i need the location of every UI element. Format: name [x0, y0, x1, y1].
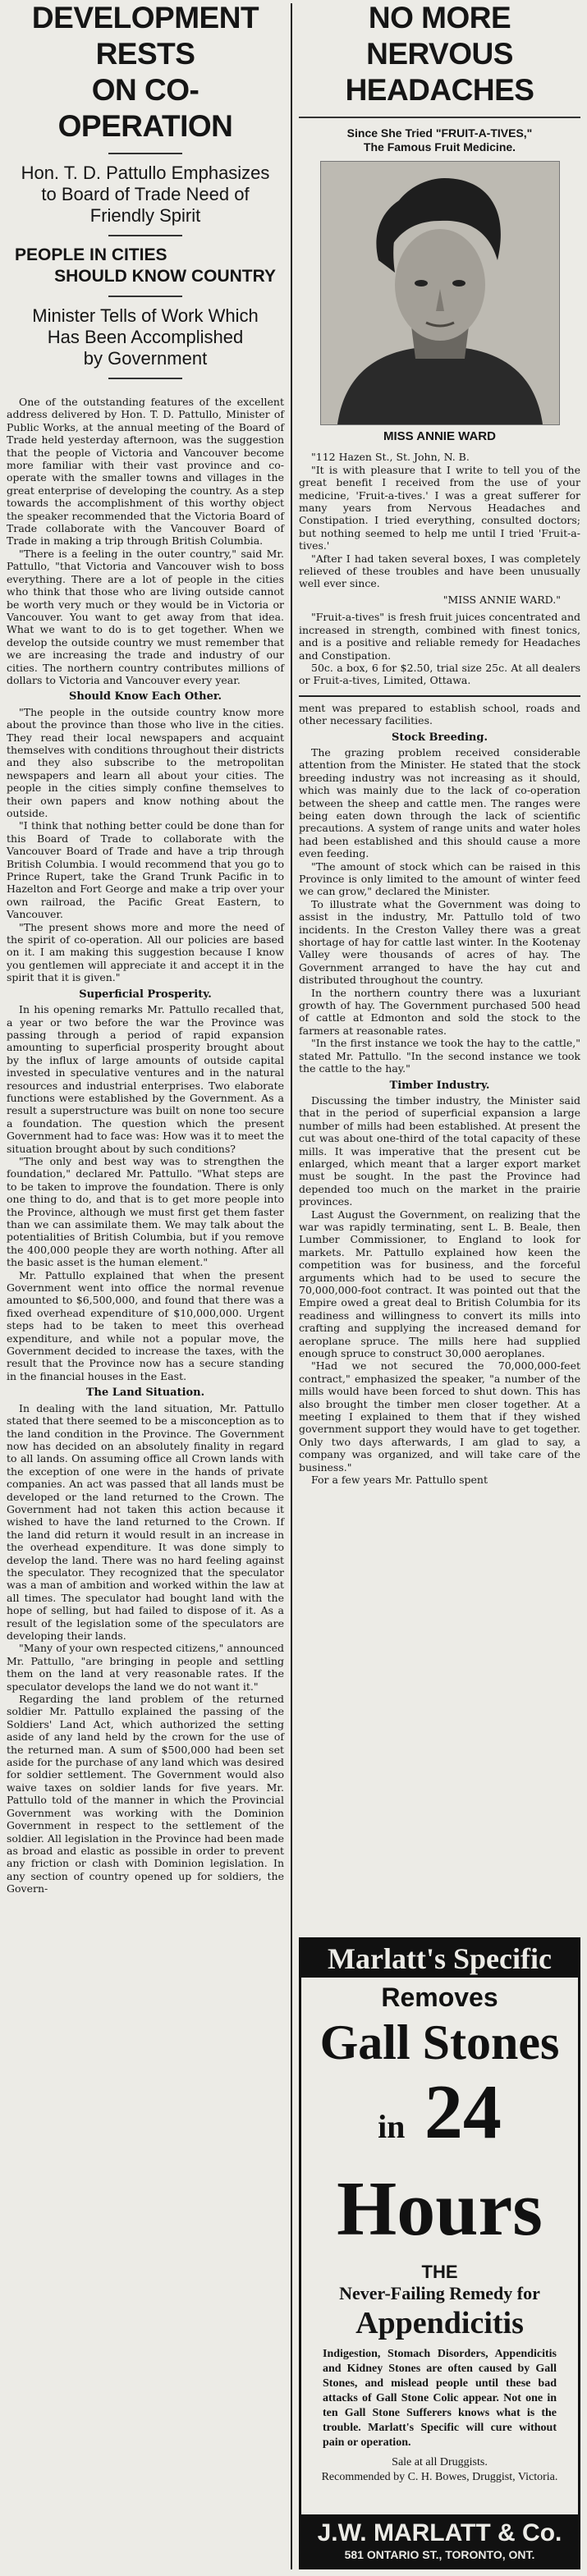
article-paragraph: "The present shows more and more the need of the spirit of co-operation. All our policies are based on it. I am making this suggestion because I know you gentlemen will appreciate it and accept it in the spirit that it is given." — [7, 920, 284, 984]
divider — [108, 378, 182, 379]
ad-gall-stones: Gall Stones — [319, 2015, 560, 2070]
ad-recommended-line: Recommended by C. H. Bowes, Druggist, Victoria. — [321, 2471, 558, 2483]
marlatt-advertisement — [299, 1937, 580, 2569]
ad-sale-line: Sale at all Druggists. — [392, 2456, 488, 2468]
ad-paragraph: 50c. a box, 6 for $2.50, trial size 25c. At all dealers or Fruit-a-tives, Limited, Ottawa. — [299, 661, 580, 687]
article-paragraph: In his opening remarks Mr. Pattullo recalled that, a year or two before the war the Province was passing through a period of rapid expansion amounting to superficial prosperity brought about by the influx of large amounts of outside capital invested in speculative ventures and in the natural resources and industrial enterprises. Two elaborate functions were established by the Government. As a result a superstructure was built on none too secure a foundation. The question which the present Government had to face was: How was it to meet the situation brought about by such conditions? — [7, 1003, 284, 1155]
divider — [108, 153, 182, 154]
subheadline: PEOPLE IN CITIES SHOULD KNOW COUNTRY — [15, 245, 276, 286]
signature: "MISS ANNIE WARD." — [443, 593, 561, 606]
article-paragraph: Last August the Government, on realizing that the war was rapidly terminating, sent L. B. Beale, then Lumber Commissioner, to England to look for markets. Mr. Pattullo explained how keen the competition was for business, and the forceful arguments which had to be used to secure the 70,000,000-foot contract. It was pointed out that the Empire owed a great deal to British Columbia for its readiness and willingness to convert its mills into crafting and supplying the increased demand for aeroplane spruce. The mills here had supplied enough spruce to construct 30,000 aeroplanes. — [299, 1208, 580, 1360]
article-paragraph: In dealing with the land situation, Mr. Pattullo stated that there seemed to be a misconception as to the land condition in the Province. The Government now has decided on an absolutely finality in regard to all lands. On assuming office all Crown lands with the exception of one were in the hands of private companies. An act was passed that all lands must be developed or the land returned to the Crown. The Government had not taken this action because it wished to have the land returned to the Crown. If the land did return it would result in an increase in the overhead expenditure. It was done simply to develop the land. There was no hard feeling against the speculator. They recognized that the speculator was a man of ambition and worked within the law at all times. The speculator had bought land with the hope of selling, but had failed to dispose of it. As a result of the legislation some of the speculators are developing their lands. — [7, 1401, 284, 1642]
ad-company-address: 581 ONTARIO ST., TORONTO, ONT. — [344, 2548, 535, 2561]
article-paragraph: "The amount of stock which can be raised in this Province is only limited to the amount of winter feed we can grow," declared the Minister. — [299, 859, 580, 898]
testimonial-paragraph: "112 Hazen St., St. John, N. B. — [311, 451, 470, 464]
section-heading: Stock Breeding. — [392, 731, 488, 744]
divider — [108, 296, 182, 297]
ad-headline: NO MORE NERVOUS HEADACHES — [345, 1, 534, 107]
article-paragraph: To illustrate what the Government was doing to assist in the industry, Mr. Pattullo told of two incidents. In the Creston Valley there was a great shortage of hay for cattle last winter. In the Kootenay Valley were thousands of acres of hay. The Government arranged to have the hay cut and distributed throughout the country. — [299, 897, 580, 987]
testimonial-paragraph: "After I had taken several boxes, I was completely relieved of these troubles and have been unusually well ever since. — [299, 552, 580, 590]
ad-24-hours: in 24 Hours — [337, 2070, 543, 2252]
article-paragraph: "The only and best way was to strengthen the foundation," declared Mr. Pattullo. "What steps are to be taken to improve the foundation. There is only one thing to do, and that is to get more people into the Province, although we must first get them faster than we can assimilate them. We may talk about the potentialities of British Columbia, but if you remove the 400,000 people they are worth nothing. After all the basic asset is the human element." — [7, 1154, 284, 1269]
divider — [108, 235, 182, 236]
article-paragraph: Mr. Pattullo explained that when the present Government went into office the normal revenue amounted to $6,500,000, and found that there was a fixed overhead expenditure of $10,000,000. Urgent steps had to be taken to meet this overhead expenditure, and while not a popular move, the Government decided to increase the taxes, with the result that the Province now has a secure standing in the financial houses in the East. — [7, 1268, 284, 1382]
column-rule — [291, 3, 292, 2569]
article-paragraph: One of the outstanding features of the excellent address delivered by Hon. T. D. Pattullo, Minister of Public Works, at the annual meeting of the Board of Trade held yesterday afternoon, was the suggestion that the people of Victoria and Vancouver become more familiar with their vast province and co-operate with the smaller towns and villages in the great enterprise of developing the country. As a step towards the accomplishment of this worthy object the speaker recommended that the Victoria Board of Trade collaborate with the Vancouver Board of Trade in making a trip through British Columbia. — [7, 396, 284, 548]
left-column — [7, 0, 284, 1895]
ad-company-name: J.W. MARLATT & Co. — [317, 2519, 562, 2546]
deck: Minister Tells of Work Which Has Been Accomplished by Government — [32, 305, 259, 369]
article-paragraph: "There is a feeling in the outer country," said Mr. Pattullo, "that Victoria and Vancouver wish to boss everything. There are a lot of people in the cities who think that those who are living outside cannot be worth very much or they would be in Victoria or Vancouver. You want to get away from that idea. What we want to do is to get together. When we develop the outside country we must remember that we are increasing the trade and industry of our cities. The northern country contributes millions of dollars to Victoria and Vancouver every year. — [7, 547, 284, 686]
ad-brand: Marlatt's Specific — [301, 1940, 578, 1978]
ad-never-failing: Never-Failing Remedy for — [339, 2283, 540, 2303]
ad-subheadline: Since She Tried "FRUIT-A-TIVES," The Famous Fruit Medicine. — [346, 126, 533, 154]
portrait-caption: MISS ANNIE WARD — [383, 429, 496, 443]
portrait-image — [320, 161, 560, 425]
article-paragraph: "The people in the outside country know more about the province than those who live in the cities. They read their local newspapers and acquaint themselves with conditions throughout their districts and they also subscribe to the metropolitan newspapers and learn all about your cities. The people in the cities simply confine themselves to their own papers and know nothing about the outside. — [7, 705, 284, 819]
section-heading: Should Know Each Other. — [68, 690, 222, 704]
divider — [299, 117, 580, 118]
ad-appendicitis: Appendicitis — [355, 2306, 524, 2340]
deck: Hon. T. D. Pattullo Emphasizes to Board of Trade Need of Friendly Spirit — [21, 163, 270, 226]
divider — [299, 695, 580, 697]
section-heading: Superficial Prosperity. — [79, 988, 212, 1001]
article-paragraph: "Had we not secured the 70,000,000-feet contract," emphasized the speaker, "a number of the mills would have been forced to shut down. This has also brought the timber men closer together. At a meeting I explained to them that if they wished government support they would have to get together. Only two days afterwards, I am glad to say, a company was organized, and will take care of the business." — [299, 1359, 580, 1474]
ad-removes: Removes — [381, 1982, 498, 2012]
woman-portrait-icon — [321, 162, 559, 424]
section-heading: Timber Industry. — [389, 1079, 490, 1092]
testimonial-paragraph: "It is with pleasure that I write to tell you of the great benefit I received from the use of your medicine, 'Fruit-a-tives.' I was a great sufferer for many years from Nervous Headaches and Constipation. I tried everything, consulted doctors; but nothing seemed to help me until I tried 'Fruit-a-tives.' — [299, 463, 580, 552]
article-paragraph: Discussing the timber industry, the Minister said that in the period of superficial expansion a large number of mills had been established. At present the cut was about one-third of the total capacity of these mills. It was imperative that the present cut be enlarged, which meant that a larger export market must be sought. In the past the Province had depended too much on the market in the prairie provinces. — [299, 1093, 580, 1208]
ad-footer — [301, 2514, 578, 2567]
ad-body-text: Indigestion, Stomach Disorders, Appendicitis and Kidney Stones are often caused by Gall Stones, and mislead people until these bad attacks of Gall Stone Colic appear. Not one in ten Gall Stone Sufferers knows what is the trouble. Marlatt's Specific will cure without pain or operation. — [323, 2348, 557, 2449]
article-paragraph: "Many of your own respected citizens," announced Mr. Pattullo, "are bringing in people and settling them on the land at very reasonable rates. If the speculator develops the land we do not want it." — [7, 1642, 284, 1693]
article-paragraph: "In the first instance we took the hay to the cattle," stated Mr. Pattullo. "In the second instance we took the cattle to the hay." — [299, 1037, 580, 1075]
article-paragraph: "I think that nothing better could be done than for this Board of Trade to collaborate with the Vancouver Board of Trade and have a trip through British Columbia. I would recommend that you go to Prince Rupert, take the Grand Trunk Pacific in to Hazelton and Fort George and make a trip over your own railroad, the Pacific Great Eastern, to Vancouver. — [7, 819, 284, 921]
section-heading: The Land Situation. — [85, 1387, 205, 1400]
article-paragraph: The grazing problem received considerable attention from the Minister. He stated that the stock breeding industry was not increasing as it should, which was mainly due to the lack of co-operation between the sheep and cattle men. The ranges were being eaten down through the lack of scientific precautions. A system of range units and water holes had been established and this should cause a more even feeding. — [299, 745, 580, 860]
right-column — [299, 0, 580, 1487]
article-paragraph: ment was prepared to establish school, roads and other necessary facilities. — [299, 701, 580, 727]
headline: DEVELOPMENT RESTS ON CO-OPERATION — [31, 1, 259, 143]
article-paragraph: Regarding the land problem of the returned soldier Mr. Pattullo explained the passing of the Soldiers' Land Act, which authorized the setting aside of any land held by the crown for the use of the returned man. A sum of $500,000 had been set aside for the purchase of any land which was desired for soldier settlement. The Government would also waive taxes on soldier lands for five years. Mr. Pattullo told of the manner in which the Provincial Government was working with the Dominion Government in respect to the settlement of the soldier. All legislation in the Province had been made as broad and elastic as possible in order to prevent any friction or clash with Dominion legislation. In any section of country opened up for soldiers, the Govern- — [7, 1693, 284, 1895]
article-paragraph: In the northern country there was a luxuriant growth of hay. The Government purchased 500 head of cattle at Edmonton and sold the stock to the farmers at reasonable rates. — [299, 986, 580, 1037]
article-paragraph: For a few years Mr. Pattullo spent — [311, 1474, 488, 1487]
ad-the: THE — [421, 2262, 458, 2282]
ad-paragraph: "Fruit-a-tives" is fresh fruit juices concentrated and increased in strength, combined with finest tonics, and is a positive and reliable remedy for Headaches and Constipation. — [299, 611, 580, 662]
